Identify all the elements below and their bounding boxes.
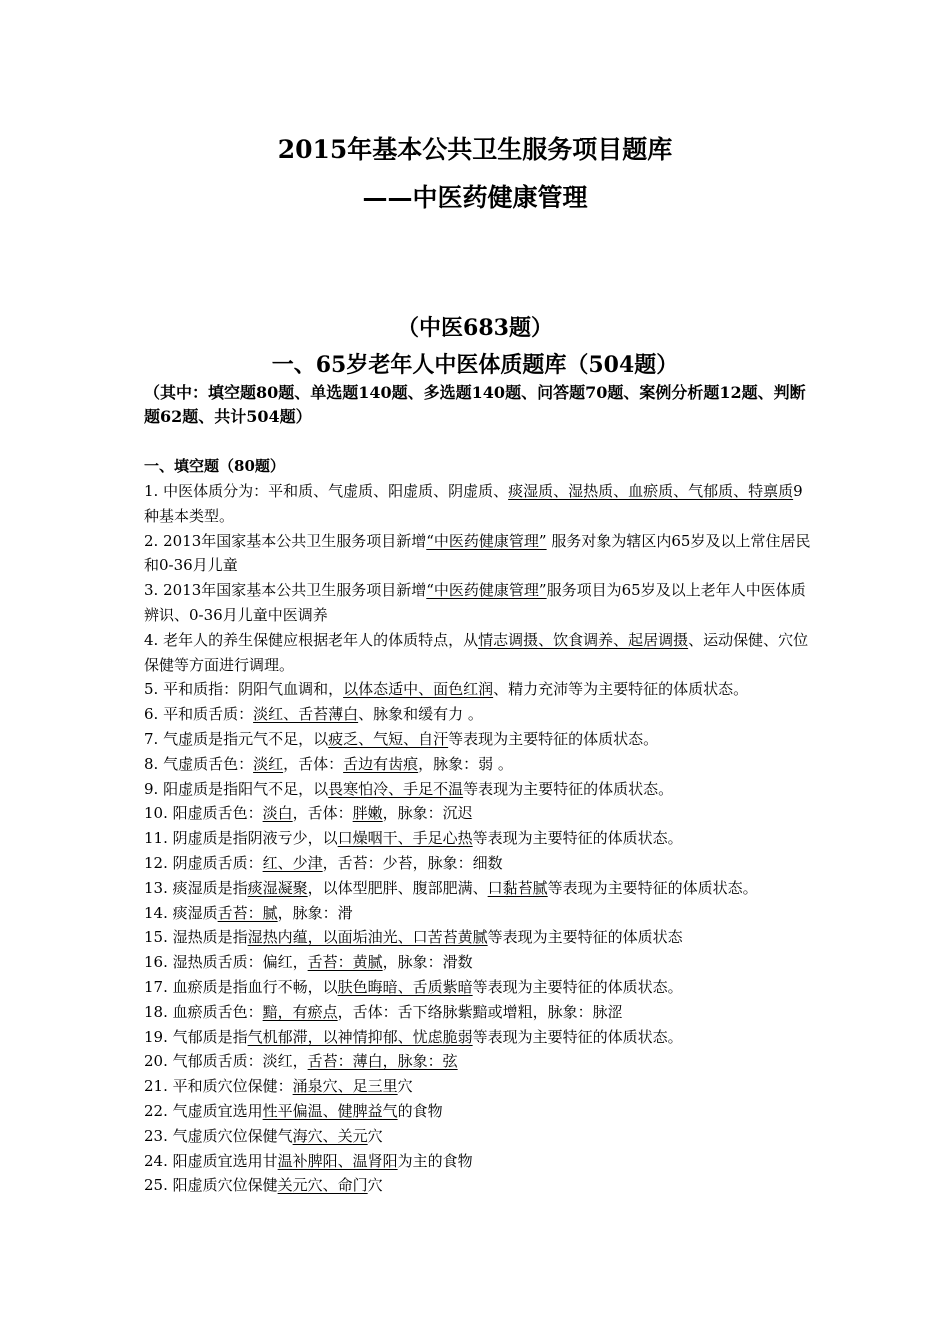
question-text: 穴 [397, 1077, 413, 1096]
question-text: 24. 阳虚质宜选用甘 [144, 1151, 278, 1170]
answer-text: 舌苔：黄腻 [307, 953, 383, 972]
question-item [144, 752, 814, 777]
question-text: 等表现为主要特征的体质状态 [487, 928, 683, 947]
question-text: 9. 阳虚质是指阳气不足，以 [144, 779, 329, 798]
question-item [144, 950, 814, 975]
question-text: 7. 气虚质是指元气不足，以 [144, 729, 329, 748]
question-text: ，以体型肥胖、腹部肥满、 [307, 878, 488, 897]
answer-text: 舌苔：腻 [217, 903, 278, 922]
question-text: 等表现为主要特征的体质状态。 [463, 779, 674, 798]
section-heading: 一、65岁老年人中医体质题库（504题） [271, 352, 679, 378]
question-text: ，舌体：舌下络脉紫黯或增粗，脉象：脉涩 [337, 1002, 623, 1021]
question-text: 16. 湿热质舌质：偏红， [144, 953, 308, 972]
question-item [144, 1000, 814, 1025]
document-title: 2015年基本公共卫生服务项目题库 [277, 135, 673, 164]
question-item [144, 925, 814, 950]
question-text: ，脉象：滑 [277, 903, 353, 922]
answer-text: 肤色晦暗、舌质紫暗 [337, 977, 473, 996]
answer-text: 痰湿质、湿热质、血瘀质、气郁质、特禀质 [508, 482, 794, 500]
answer-text: 气机郁滞，以神情抑郁、忧虑脆弱 [247, 1027, 473, 1046]
question-item [144, 876, 814, 901]
question-list [144, 479, 814, 1198]
answer-text: 胖嫩 [352, 804, 383, 823]
question-text: 3. 2013年国家基本公共卫生服务项目新增 [144, 581, 427, 600]
answer-text: 舌边有齿痕 [343, 754, 419, 773]
answer-text: 黯，有瘀点 [262, 1002, 338, 1021]
question-text: 6. 平和质舌质： [144, 705, 254, 724]
question-text: 2. 2013年国家基本公共卫生服务项目新增 [144, 531, 427, 550]
question-text: 25. 阳虚质穴位保健 [144, 1176, 278, 1195]
answer-text: 舌苔：薄白，脉象：弦 [307, 1052, 458, 1071]
question-text: 23. 气虚质穴位保健气 [144, 1126, 293, 1145]
answer-text: 性平偏温、健脾益气 [262, 1101, 398, 1120]
question-text: 、精力充沛等为主要特征的体质状态。 [493, 680, 749, 699]
question-text: 5. 平和质指：阴阳气血调和， [144, 680, 344, 699]
answer-text: 淡白 [262, 804, 293, 823]
question-item [144, 677, 814, 702]
question-item [144, 479, 814, 529]
answer-text: “中医药健康管理” [426, 531, 547, 550]
question-text: ，舌体： [283, 754, 344, 773]
question-text: 等表现为主要特征的体质状态。 [472, 1027, 683, 1046]
question-text: 等表现为主要特征的体质状态。 [472, 829, 683, 848]
question-text: 、脉象和缓有力 。 [358, 705, 483, 724]
question-text: 15. 湿热质是指 [144, 928, 248, 947]
answer-text: 湿热内蕴，以面垢油光、口苦苔黄腻 [247, 928, 488, 947]
question-item [144, 1099, 814, 1124]
question-item [144, 826, 814, 851]
question-item [144, 1049, 814, 1074]
question-text: 的食物 [397, 1101, 443, 1120]
question-item [144, 1173, 814, 1198]
question-text: 穴 [367, 1176, 383, 1195]
answer-text: 畏寒怕冷、手足不温 [328, 779, 464, 798]
question-item [144, 851, 814, 876]
question-text: 11. 阴虚质是指阴液亏少，以 [144, 829, 338, 848]
answer-text: 疲乏、气短、自汗 [328, 729, 449, 748]
question-text: 为主的食物 [397, 1151, 473, 1170]
question-item [144, 1124, 814, 1149]
question-text: 14. 痰湿质 [144, 903, 218, 922]
question-text: 17. 血瘀质是指血行不畅，以 [144, 977, 338, 996]
question-item [144, 727, 814, 752]
question-text: 20. 气郁质舌质：淡红， [144, 1052, 308, 1071]
question-text: 4. 老年人的养生保健应根据老年人的体质特点，从 [144, 630, 479, 649]
question-text: ，脉象：弱 。 [418, 754, 513, 773]
answer-text: 淡红 [253, 754, 284, 773]
answer-text: 温补脾阳、温肾阳 [277, 1151, 398, 1170]
question-item [144, 1149, 814, 1174]
answer-text: 以体态适中、面色红润 [343, 680, 494, 699]
question-item [144, 529, 814, 579]
question-item [144, 1074, 814, 1099]
question-text: 服务对象为辖区内65岁及以上常住居民和0-36月儿童 [144, 531, 811, 575]
question-item [144, 578, 814, 628]
question-item [144, 628, 814, 678]
question-text: 22. 气虚质宜选用 [144, 1101, 263, 1120]
question-text: 13. 痰湿质是指 [144, 878, 248, 897]
answer-text: 情志调摄、饮食调养、起居调摄 [478, 630, 689, 649]
question-text: 等表现为主要特征的体质状态。 [448, 729, 659, 748]
question-text: 9种基本类型。 [144, 482, 803, 525]
question-text: 10. 阳虚质舌色： [144, 804, 263, 823]
question-text: 等表现为主要特征的体质状态。 [547, 878, 758, 897]
question-text: ，脉象：沉迟 [382, 804, 473, 823]
question-item [144, 1025, 814, 1050]
answer-text: 口黏苔腻 [487, 878, 548, 897]
document-subtitle: ——中医药健康管理 [362, 183, 588, 212]
question-text: 穴 [367, 1126, 383, 1145]
answer-text: 涌泉穴、足三里 [292, 1077, 398, 1096]
question-item [144, 801, 814, 826]
section-note: （其中：填空题80题、单选题140题、多选题140题、问答题70题、案例分析题12题、判断题62题、共计504题） [144, 383, 806, 426]
section-total-heading: （中医683题） [397, 315, 553, 341]
question-text: 8. 气虚质舌色： [144, 754, 254, 773]
question-text: 1. 中医体质分为：平和质、气虚质、阳虚质、阴虚质、 [144, 482, 509, 500]
question-text: 18. 血瘀质舌色： [144, 1002, 263, 1021]
question-text: 等表现为主要特征的体质状态。 [472, 977, 683, 996]
answer-text: 关元穴、命门 [277, 1176, 368, 1195]
question-item [144, 975, 814, 1000]
question-item [144, 777, 814, 802]
subsection-heading: 一、填空题（80题） [144, 457, 285, 475]
question-text: 19. 气郁质是指 [144, 1027, 248, 1046]
question-text: 服务项目为65岁及以上老年人中医体质辨识、0-36月儿童中医调养 [144, 581, 806, 624]
question-text: ，脉象：滑数 [382, 953, 473, 972]
question-text: ，舌体： [292, 804, 353, 823]
answer-text: 痰湿凝聚 [247, 878, 308, 897]
question-item [144, 702, 814, 727]
answer-text: 红、少津 [262, 853, 323, 872]
question-item [144, 901, 814, 926]
question-text: 21. 平和质穴位保健： [144, 1077, 293, 1096]
question-text: 、运动保健、穴位保健等方面进行调理。 [144, 630, 809, 674]
answer-text: “中医药健康管理” [426, 581, 547, 600]
answer-text: 口燥咽干、手足心热 [337, 829, 473, 848]
question-text: 12. 阴虚质舌质： [144, 853, 263, 872]
answer-text: 海穴、关元 [292, 1126, 368, 1145]
answer-text: 淡红、舌苔薄白 [253, 705, 359, 724]
question-text: ，舌苔：少苔，脉象：细数 [322, 853, 503, 872]
